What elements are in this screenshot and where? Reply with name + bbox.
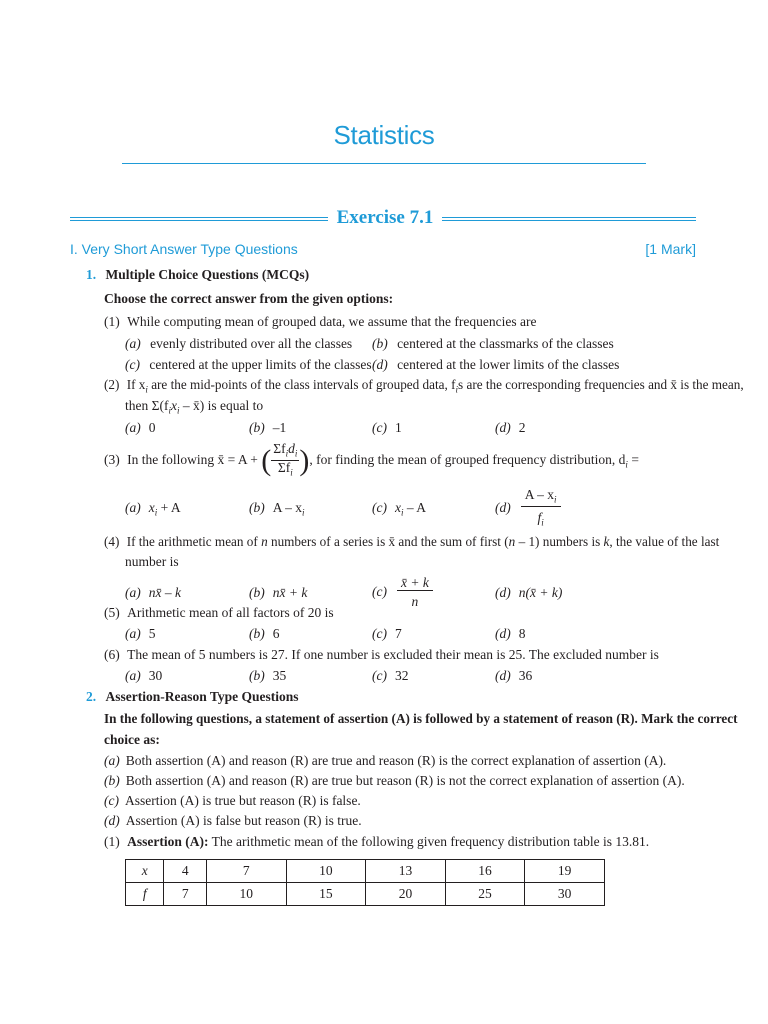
mcq-4-option-a: (a) nx̄ – k [125, 585, 181, 600]
right-paren: ) [299, 443, 310, 477]
table-cell: 30 [525, 883, 605, 906]
mcq-6-option-d: (d) 36 [495, 668, 533, 683]
left-paren: ( [261, 443, 272, 477]
mcq-3-option-d: (d) $\frac{A - x_i}{f_i}$ [495, 486, 561, 530]
mcq-6-option-a: (a) 30 [125, 668, 163, 683]
mcq-4-option-c: (c) $\frac{x̄ + k}{n}$ [372, 572, 433, 612]
mcq-2-option-d: (d) 2 [495, 420, 526, 435]
table-cell: 13 [366, 860, 446, 883]
mcq-5-option-b: (b) 6 [249, 626, 280, 641]
table-cell: 4 [164, 860, 207, 883]
section-title: I. Very Short Answer Type Questions [70, 241, 298, 257]
q2-choice-b: (b) Both assertion (A) and reason (R) are true but reason (R) is not the correct explanation of assertion (A). [104, 773, 685, 788]
mcq-6-stem: (6) The mean of 5 numbers is 27. If one number is excluded their mean is 25. The excluded number is [104, 647, 659, 662]
mcq-6-option-b: (b) 35 [249, 668, 287, 683]
table-cell: 15 [286, 883, 366, 906]
q1-title: Multiple Choice Questions (MCQs) [105, 267, 310, 282]
table-cell: 7 [206, 860, 286, 883]
mcq-5-option-a: (a) 5 [125, 626, 156, 641]
q2-item-1: (1) Assertion (A): The arithmetic mean of the following given frequency distribution table is 13.81. [104, 834, 650, 849]
mcq-3-option-d-fraction: $\frac{A - x_i}{f_i}$ [521, 488, 561, 530]
page-title: Statistics [333, 120, 435, 150]
exercise-rule-right [442, 217, 696, 221]
exercise-heading [70, 207, 696, 231]
mcq-3-fraction: $\frac{\Sigma f_id_i}{\Sigma f_i}$ [273, 440, 298, 479]
mcq-3-option-c: (c) $x_i$ – A [372, 500, 427, 518]
exercise-label: Exercise 7.1 [336, 207, 434, 228]
q2-title: Assertion-Reason Type Questions [105, 689, 299, 704]
mcq-1-stem: (1) While computing mean of grouped data, we assume that the frequencies are [104, 314, 537, 329]
title-underline [122, 163, 646, 164]
frequency-table [125, 859, 605, 906]
mcq-4-stem-line2: number is [125, 554, 179, 569]
mcq-5-stem: (5) Arithmetic mean of all factors of 20 is [104, 605, 334, 620]
mcq-1-option-c: (c) centered at the upper limits of the classes [125, 357, 372, 372]
q2-choice-c: (c) Assertion (A) is true but reason (R) is false. [104, 793, 361, 808]
mcq-2-stem: (2) If $x_i$ are the mid-points of the class intervals of grouped data, $f_is$ are the corresponding frequencies and x̄ is the mean, [104, 377, 744, 395]
q2-choice-d: (d) Assertion (A) is false but reason (R) is true. [104, 813, 362, 828]
table-row-f [126, 883, 605, 906]
table-cell: 25 [445, 883, 525, 906]
mcq-4-option-c-fraction: $\frac{x̄ + k}{n}$ [397, 576, 433, 609]
table-cell: 20 [366, 883, 446, 906]
mcq-5-option-c: (c) 7 [372, 626, 402, 641]
table-cell: 16 [445, 860, 525, 883]
table-cell: 10 [206, 883, 286, 906]
mcq-2-stem-line2: then $\Sigma(f_ix_i$ – x̄) is equal to [125, 398, 264, 416]
q2-heading [86, 688, 299, 706]
q2-number: 2. [86, 689, 97, 704]
q2-choice-a: (a) Both assertion (A) and reason (R) are true and reason (R) is the correct explanation of assertion (A). [104, 753, 667, 768]
mcq-2-option-c: (c) 1 [372, 420, 402, 435]
table-header-f: f [126, 883, 164, 906]
mcq-3-stem: (3) In the following x̄ = A + ( $\frac{\Sigma f_id_i}{\Sigma f_i}$ ), for finding the mean of grouped frequency distribution, $d_i$ = [104, 440, 639, 479]
mcq-4-option-b: (b) nx̄ + k [249, 585, 308, 600]
mcq-4-stem: (4) If the arithmetic mean of n numbers of a series is x̄ and the sum of first (n – 1) numbers is k, the value of the last [104, 534, 720, 549]
q1-instruction: Choose the correct answer from the given options: [104, 291, 394, 306]
mcq-6-option-c: (c) 32 [372, 668, 409, 683]
mcq-1-option-a: (a) evenly distributed over all the classes [125, 336, 353, 351]
section-marks: [1 Mark] [645, 241, 696, 257]
mcq-2-option-b: (b) –1 [249, 420, 287, 435]
q2-instruction-line2: choice as: [104, 732, 160, 747]
mcq-5-option-d: (d) 8 [495, 626, 526, 641]
section-heading [70, 241, 696, 261]
q1-number: 1. [86, 267, 97, 282]
table-cell: 19 [525, 860, 605, 883]
q1-heading [86, 266, 309, 284]
table-row-x [126, 860, 605, 883]
exercise-rule-left [70, 217, 328, 221]
table-cell: 7 [164, 883, 207, 906]
q2-instruction-line1: In the following questions, a statement of assertion (A) is followed by a statement of reason (R). Mark the correct [104, 711, 738, 726]
table-header-x: x [126, 860, 164, 883]
mcq-4-option-d: (d) n(x̄ + k) [495, 585, 563, 600]
mcq-1-option-d: (d) centered at the lower limits of the classes [372, 357, 620, 372]
table-cell: 10 [286, 860, 366, 883]
mcq-3-option-a: (a) $x_i + A$ [125, 500, 181, 518]
mcq-3-option-b: (b) A – $x_i$ [249, 500, 305, 518]
mcq-2-option-a: (a) 0 [125, 420, 156, 435]
mcq-1-option-b: (b) centered at the classmarks of the classes [372, 336, 614, 351]
